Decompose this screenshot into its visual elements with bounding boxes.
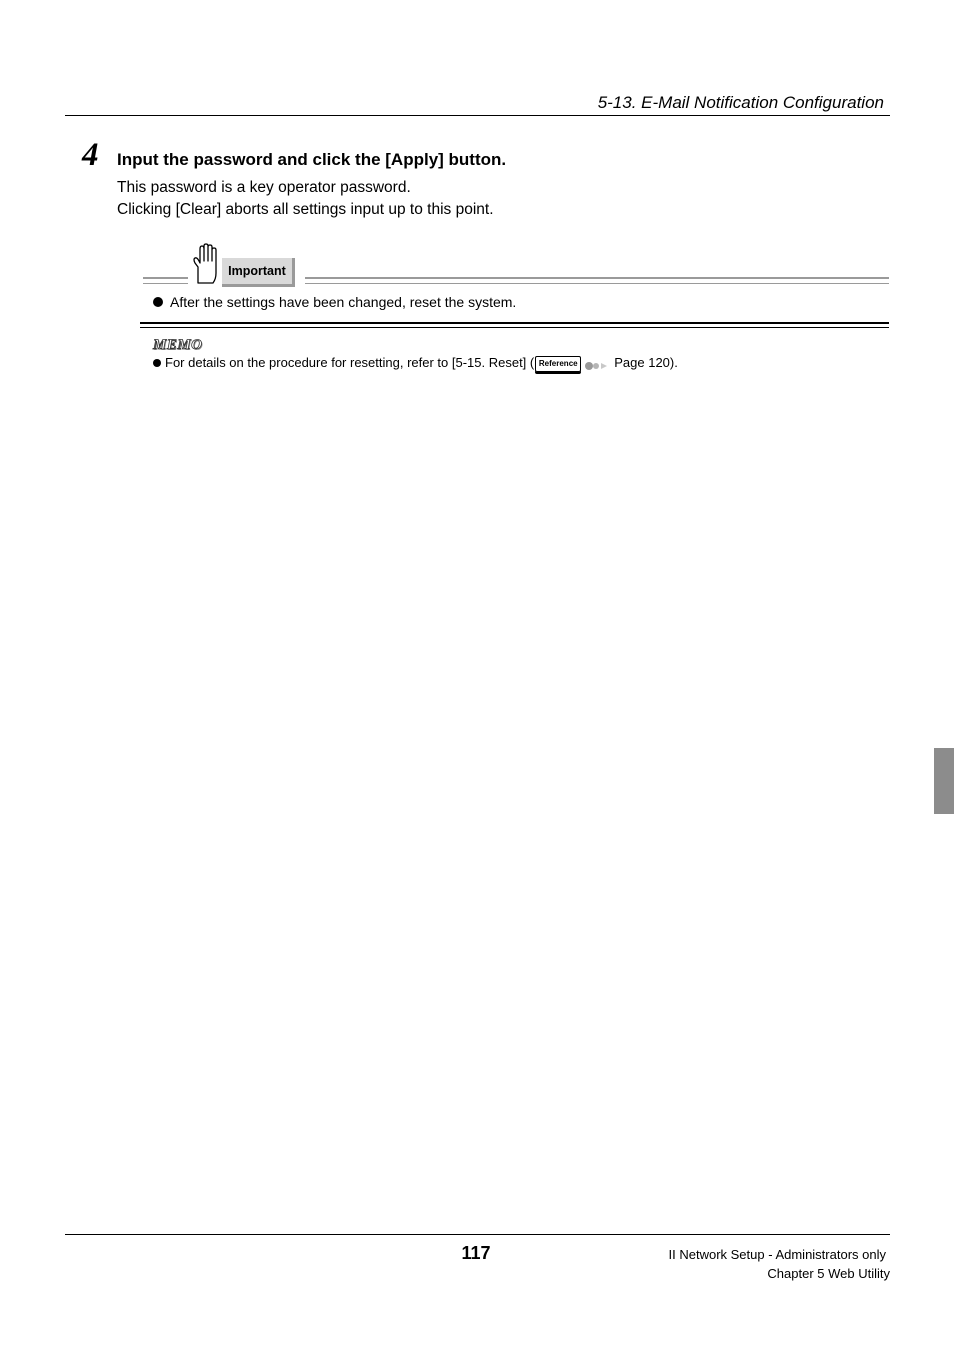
important-rule-right bbox=[305, 277, 889, 279]
step-line-2: Clicking [Clear] aborts all settings input up to this point. bbox=[117, 201, 494, 218]
important-item bbox=[153, 294, 516, 310]
important-rule-left bbox=[143, 277, 188, 279]
important-rule-left-thin bbox=[143, 283, 188, 284]
important-rule-right-thin bbox=[305, 283, 889, 284]
footer-divider bbox=[65, 1234, 890, 1235]
bullet-icon bbox=[153, 297, 163, 307]
step-number: 4 bbox=[82, 137, 99, 173]
reference-badge: Reference bbox=[535, 356, 581, 372]
hand-stop-icon bbox=[192, 243, 220, 287]
header-divider bbox=[65, 115, 890, 116]
chapter-side-tab bbox=[934, 748, 954, 814]
important-item-text: After the settings have been changed, reset the system. bbox=[170, 294, 517, 310]
footer-part-title: II Network Setup - Administrators only bbox=[668, 1247, 886, 1262]
section-title: 5-13. E-Mail Notification Configuration bbox=[597, 93, 884, 112]
important-bottom-rule bbox=[140, 322, 889, 324]
page-number: 117 bbox=[461, 1243, 491, 1263]
bullet-icon bbox=[153, 359, 161, 367]
important-label: Important bbox=[222, 258, 295, 287]
memo-text-before: For details on the procedure for resetting, refer to [5-15. Reset] ( bbox=[165, 355, 535, 370]
memo-text-after: Page 120). bbox=[614, 355, 678, 370]
step-line-1: This password is a key operator password. bbox=[117, 179, 411, 196]
important-bottom-rule-thin bbox=[140, 327, 889, 328]
arrow-right-icon bbox=[585, 359, 609, 369]
memo-logo: MEMO bbox=[153, 337, 203, 353]
footer-chapter-title: Chapter 5 Web Utility bbox=[767, 1266, 890, 1281]
step-heading: Input the password and click the [Apply] button. bbox=[117, 150, 507, 169]
memo-item bbox=[153, 355, 678, 372]
